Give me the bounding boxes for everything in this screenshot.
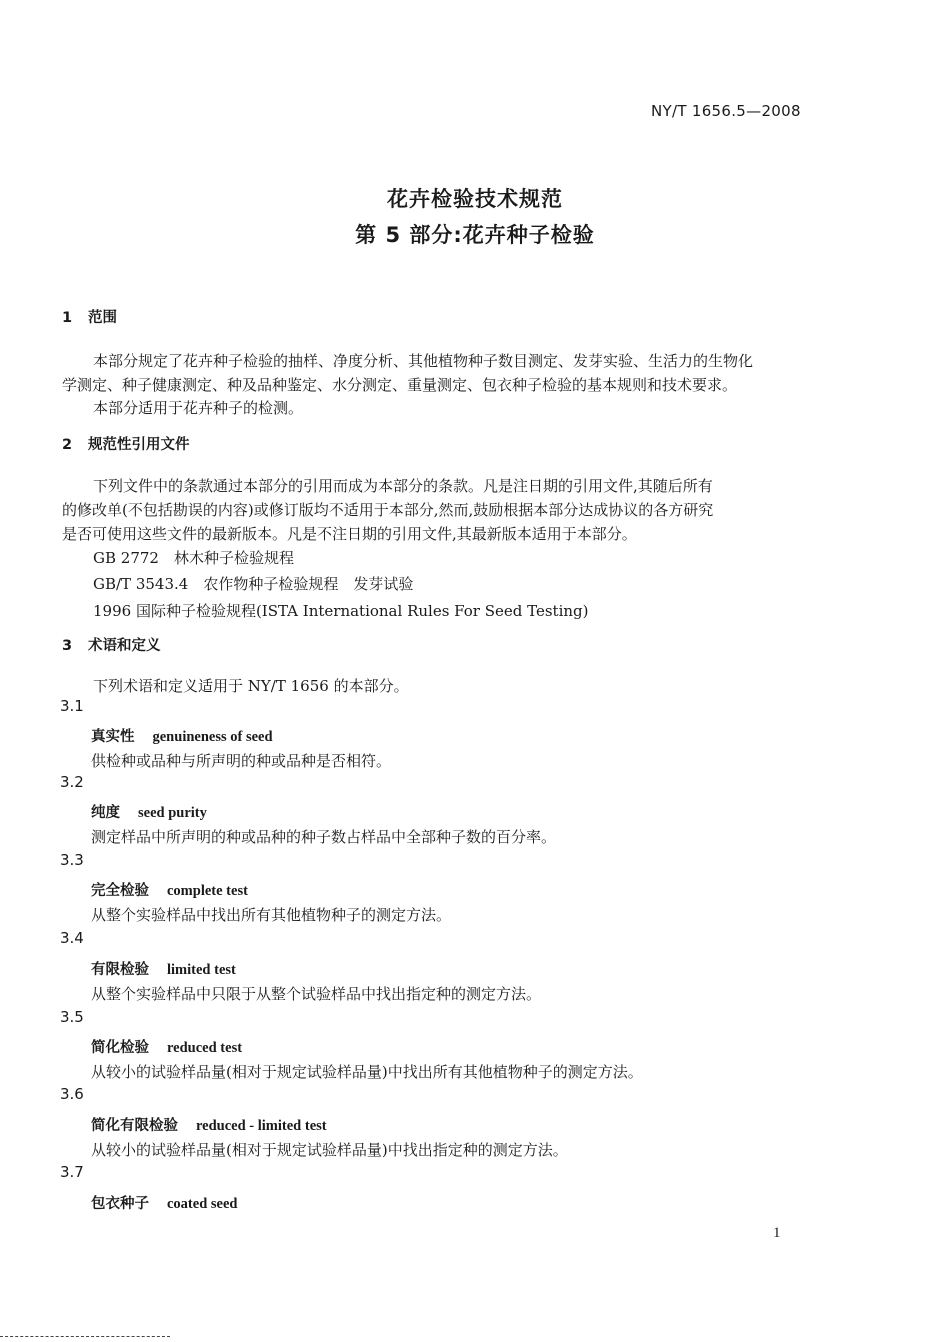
reference-item: 1996 国际种子检验规程(ISTA International Rules For Seed Testing) <box>93 602 589 620</box>
term-chinese: 纯度 <box>91 805 120 821</box>
reference-item: GB 2772 林木种子检验规程 <box>93 549 294 567</box>
section-number: 2 <box>62 437 73 453</box>
term-english: seed purity <box>138 805 207 821</box>
paragraph-line: 是否可使用这些文件的最新版本。凡是不注日期的引用文件,其最新版本适用于本部分。 <box>62 525 637 543</box>
paragraph-line: 学测定、种子健康测定、种及品种鉴定、水分测定、重量测定、包衣种子检验的基本规则和技术要求。 <box>62 376 738 394</box>
paragraph-line: 的修改单(不包括勘误的内容)或修订版均不适用于本部分,然而,鼓励根据本部分达成协议的各方研究 <box>62 501 714 519</box>
term-english: coated seed <box>167 1196 238 1212</box>
paragraph-line: 下列文件中的条款通过本部分的引用而成为本部分的条款。凡是注日期的引用文件,其随后所有 <box>93 477 713 495</box>
clause-number: 3.4 <box>60 929 84 947</box>
reference-item: GB/T 3543.4 农作物种子检验规程 发芽试验 <box>93 575 414 593</box>
term-definition: 供检种或品种与所声明的种或品种是否相符。 <box>91 752 392 770</box>
section-title: 范围 <box>88 310 117 326</box>
term-english: reduced test <box>167 1040 243 1056</box>
term-entry <box>91 1036 242 1057</box>
clause-number: 3.7 <box>60 1163 84 1181</box>
section-title: 术语和定义 <box>88 638 161 654</box>
paragraph-line: 本部分适用于花卉种子的检测。 <box>93 399 304 417</box>
clause-number: 3.2 <box>60 773 84 791</box>
standard-code: NY/T 1656.5—2008 <box>651 102 801 120</box>
page-subtitle: 第 5 部分:花卉种子检验 <box>355 223 595 247</box>
page-number: 1 <box>773 1225 781 1241</box>
term-chinese: 有限检验 <box>91 962 149 978</box>
term-chinese: 简化检验 <box>91 1040 149 1056</box>
term-definition: 从整个实验样品中只限于从整个试验样品中找出指定种的测定方法。 <box>91 985 542 1003</box>
term-definition: 测定样品中所声明的种或品种的种子数占样品中全部种子数的百分率。 <box>91 828 557 846</box>
term-entry <box>91 958 236 979</box>
section-1-heading <box>62 306 117 327</box>
term-chinese: 包衣种子 <box>91 1196 149 1212</box>
term-definition: 从较小的试验样品量(相对于规定试验样品量)中找出指定种的测定方法。 <box>91 1141 568 1159</box>
term-english: genuineness of seed <box>152 729 273 745</box>
term-english: complete test <box>167 883 248 899</box>
term-definition: 从较小的试验样品量(相对于规定试验样品量)中找出所有其他植物种子的测定方法。 <box>91 1063 643 1081</box>
clause-number: 3.5 <box>60 1008 84 1026</box>
section-title: 规范性引用文件 <box>88 437 190 453</box>
term-chinese: 简化有限检验 <box>91 1118 178 1134</box>
paragraph-line: 本部分规定了花卉种子检验的抽样、净度分析、其他植物种子数目测定、发芽实验、生活力的生物化 <box>93 352 754 370</box>
section-number: 3 <box>62 638 73 654</box>
clause-number: 3.6 <box>60 1085 84 1103</box>
term-chinese: 真实性 <box>91 729 135 745</box>
section-number: 1 <box>62 310 73 326</box>
footer-divider <box>0 1336 170 1337</box>
term-entry <box>91 1114 327 1135</box>
term-definition: 从整个实验样品中找出所有其他植物种子的测定方法。 <box>91 906 452 924</box>
term-entry <box>91 725 273 746</box>
clause-number: 3.1 <box>60 697 84 715</box>
term-entry <box>91 879 248 900</box>
section-2-heading <box>62 433 190 454</box>
term-entry <box>91 801 207 822</box>
paragraph-line: 下列术语和定义适用于 NY/T 1656 的本部分。 <box>93 677 409 695</box>
term-english: reduced - limited test <box>196 1118 327 1134</box>
term-chinese: 完全检验 <box>91 883 149 899</box>
page-title: 花卉检验技术规范 <box>387 187 563 211</box>
term-english: limited test <box>167 962 236 978</box>
term-entry <box>91 1192 237 1213</box>
section-3-heading <box>62 634 161 655</box>
clause-number: 3.3 <box>60 851 84 869</box>
